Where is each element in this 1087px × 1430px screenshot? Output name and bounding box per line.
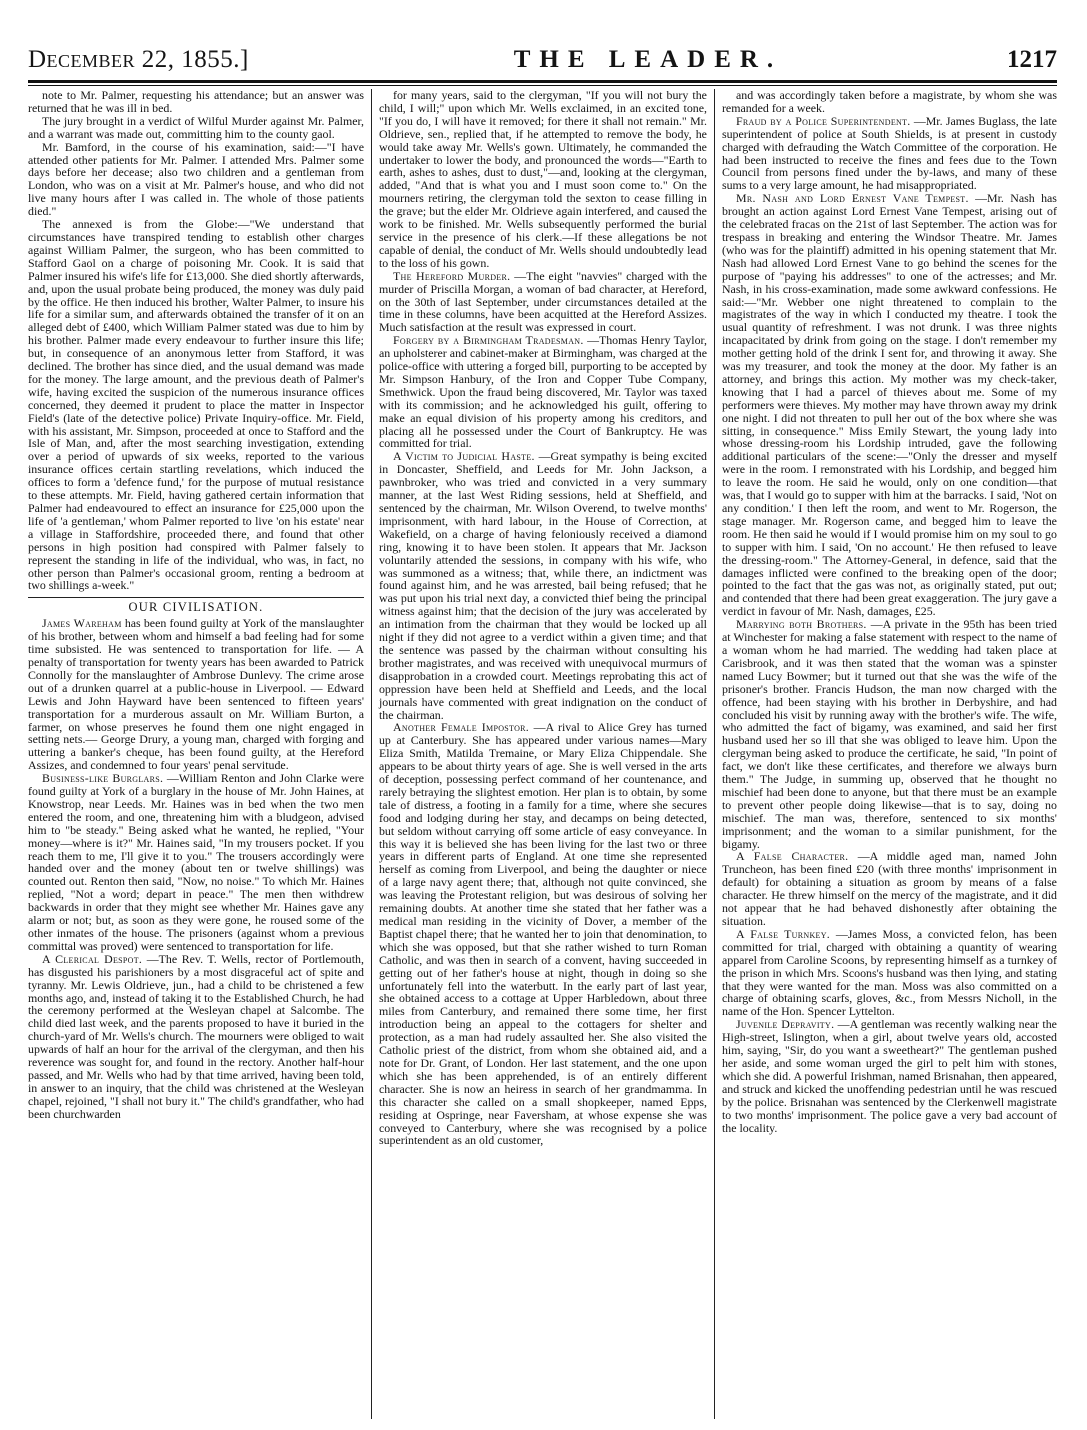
article-paragraph — [722, 89, 1057, 115]
article-paragraph — [379, 334, 707, 450]
publication-title: THE LEADER. — [513, 46, 783, 73]
article-text: —A rival to Alice Grey has turned up at Canterbury. She has appeared under various names—Mary Eliza Smith, Matilda Tremaine, or Mary Eliza Chippendale. She appears to be about thirty years of age. She is well versed in the arts of deception, possessing perfect command of her countenance, and rarely betraying the slightest emotion. Her plan is to obtain, by some tale of distress, a footing in a family for a time, where she secures food and lodging during her stay, and decamps on being detected, but seldom without carrying off some article of easy conveyance. In this way it is believed she has been living for the last two or three years in different parts of England. At one time she represented herself as coming from Liverpool, and being the daughter or niece of a large navy agent there; that, although not quite convinced, she was leaving the Protestant religion, but was desirous of solving her remaining doubts. At another time she stated that her father was a medical man residing in the vicinity of Dover, a member of the Baptist chapel there; that he wanted her to join that denomination, to which she was opposed, but that she rather wished to turn Roman Catholic, and was then in search of a convent, having succeeded in getting out of her father's house at night, though in doing so she unfortunately fell into the waterbutt. In the early part of last year, she obtained access to a cottage at Upper Harbledown, about three miles from Canterbury, and remained there some time, her first introduction being an appeal to the cottagers for shelter and protection, as a man had rudely assaulted her. She also visited the Catholic priest of the district, from whom she obtained aid, and a note for Dr. Grant, of London. Her last statement, and the one upon which she has been apprehended, is of an entirely different character. She is now an heiress in search of her grandmamma. In this character she called on a small shopkeeper, named Epps, residing at Ospringe, near Faversham, at whose expense she was conveyed to Canterbury, where she was recognised by a police superintendent as an old customer, — [378, 720, 707, 1148]
article-paragraph — [722, 192, 1057, 618]
article-paragraph — [28, 617, 364, 772]
article-paragraph — [379, 89, 707, 270]
article-paragraph — [379, 270, 707, 335]
article-paragraph — [28, 953, 364, 1121]
article-paragraph — [28, 772, 364, 953]
article-paragraph — [722, 618, 1057, 850]
article-text: has been found guilty at York of the manslaughter of his brother, between whom and himself a bad feeling had for some time subsisted. He was sentenced to transportation for life. — A penalty of transportation for twenty years has been awarded to Patrick Connolly for the manslaughter of Ambrose Dunlevy. The crime arose out of a drunken quarrel at a public-house in Liverpool. — Edward Lewis and John Hayward have been sentenced to fifteen years' transportation for a murderous assault on Mr. William Burton, a farmer, on whose preserves he found them one night engaged in setting nets.— George Drury, a young man, charged with forging and uttering a banker's cheque, has been found guilty, at the Hereford Assizes, and condemned to four years' penal servitude. — [28, 616, 364, 773]
article-paragraph — [722, 850, 1057, 927]
article-lead: Business-like Burglars. — [42, 771, 164, 786]
article-text: —A gentleman was recently walking near the High-street, Islington, when a girl, about twelve years old, accosted him, saying, "Sir, do you want a sweetheart?" The gentleman pushed her aside, and some woman urged the girl to pelt him with stones, which she did. A powerful Irishman, named Brisnahan, then appeared, and struck and kicked the unoffending pedestrian until he was rescued by the police. Brisnahan was sentenced by the Clerkenwell magistrate to two months' imprisonment. The police gave a very bad account of the locality. — [721, 1017, 1057, 1135]
article-paragraph — [722, 115, 1057, 192]
masthead — [28, 28, 1057, 72]
article-text: —A middle aged man, named John Truncheon, has been fined £20 (with three months' imprisonment in default) for obtaining a situation as groom by means of a false character. He threw himself on the mercy of the magistrate, and it did not appear that he had behaved dishonestly after obtaining the situation. — [721, 849, 1057, 928]
article-lead: Forgery by a Birmingham Tradesman. — [392, 333, 584, 348]
article-lead: Fraud by a Police Superintendent. — [735, 113, 911, 128]
article-lead: A False Turnkey. — [735, 926, 831, 941]
article-paragraph — [379, 450, 707, 721]
article-text: note to Mr. Palmer, requesting his attendance; but an answer was returned that he was ill in bed. — [28, 89, 364, 115]
article-lead: The Hereford Murder. — [392, 268, 511, 283]
article-lead: Another Female Impostor. — [392, 720, 530, 735]
article-text: for many years, said to the clergyman, "If you will not bury the child, I will;" upon which Mr. Wells exclaimed, in an excited tone, "If you do, I will have it removed; for there it shall not remain." Mr. Oldrieve, sen., replied that, if he attempted to remove the body, he would take away Mr. Wells's gown. Ultimately, he commanded the undertaker to lower the body, and pronounced the words—"Earth to earth, ashes to ashes, dust to dust,"—and, looking at the clergyman, added, "And that is what you and I must soon come to." On the mourners retiring, the clergyman told the sexton to cease filling in the grave; but the elder Mr. Oldrieve again interfered, and caused the work to be finished. Mr. Wells subsequently performed the burial service in the presence of his clerk.—If these allegations be not capable of denial, the conduct of Mr. Wells should undoubtedly lead to the loss of his gown. — [378, 89, 707, 270]
article-lead: A Victim to Judicial Haste. — [392, 449, 535, 464]
article-text: —James Moss, a convicted felon, has been committed for trial, charged with obtaining a quantity of wearing apparel from Caroline Scoons, by representing himself as a turnkey of the prison in which Mrs. Scoons's husband was then lying, and stating that they were wanted for the man. Moss was also committed on a charge of obtaining scarfs, gloves, &c., from Messrs Nicholl, in the name of the Hon. Spencer Lyttelton. — [721, 926, 1057, 1019]
issue-date: December 22, 1855.] — [28, 46, 249, 73]
masthead-rule — [28, 80, 1057, 83]
article-columns — [28, 89, 1057, 1419]
article-text: The jury brought in a verdict of Wilful Murder against Mr. Palmer, and a warrant was made out, committing him to the county gaol. — [28, 113, 364, 141]
article-text: Mr. Bamford, in the course of his examination, said:—"I have attended other patients for Mr. Palmer. I attended Mrs. Palmer some days before her decease; also two children and a gentleman from London, who was on a visit at Mr. Palmer's house, and who did not live many hours after I was called in. The whole of those patients died." — [28, 139, 364, 219]
article-text: —Mr. Nash has brought an action against Lord Ernest Vane Tempest, arising out of the celebrated fracas on the 21st of last September. The action was for trespass in breaking and entering the Windsor Theatre. Mr. James (who was for the plaintiff) admitted in his opening statement that Mr. Nash had allowed Lord Ernest Vane to go behind the scenes for the purpose of "paying his addresses" to one of the actresses; and Mr. Nash, in his cross-examination, made some awkward confessions. He said:—"Mr. Webber one night threatened to complain to the magistrates of the way in which I conducted my theatre. I took the usual quantity of refreshment. I was not drunk. I was three nights incapacitated by drink from going on the stage. I don't remember my mother getting hold of the drink I sent for, and throwing it away. She was my treasurer, and took the money at the door. My father is an attorney, and brings this action. My mother was my check-taker, knowing that I had a parcel of thieves about me. Some of my performers were thieves. My mother may have thrown away my drink one night. I did not threaten to pull her out of the box where she was sitting, in consequence." Miss Emily Stewart, the young lady into whose dressing-room his Lordship intruded, gave the following additional particulars of the scene:—"Only the dresser and myself were in the room. I remonstrated with his Lordship, and begged him to leave the room. He said he would, only on one condition—that was, that I would go to supper with him at the barracks. I said, 'Not on any condition.' I then left the room, and went to Mr. Rogerson, the stage manager. Mr. Rogerson came, and begged him to leave the room. He then said he would if I would promise him on my soul to go to supper with him. I said, 'On no account.' He then refused to leave the dressing-room." The Attorney-General, in defence, said that the damages inflicted were confined to the breaking open of the door; pointed to the fact that the gas was not, as originally stated, put out; and contended that there had been great exaggeration. The jury gave a verdict in favour of Mr. Nash, damages, £25. — [721, 191, 1057, 619]
article-text: The annexed is from the Globe:—"We understand that circumstances have transpired tending to establish other charges against William Palmer, the surgeon, who has been committed to Stafford Gaol on a charge of poisoning Mr. Cook. It is said that Palmer insured his wife's life for £13,000. She died shortly afterwards, and, upon the usual probate being produced, the money was duly paid by the office. He then induced his brother, Walter Palmer, to insure his life for a similar sum, and afterwards obtained the transfer of it on an alleged debt of £400, which William Palmer stated was due to him by his brother. Palmer made every endeavour to further insure this life; but, in consequence of an anonymous letter from Stafford, it was declined. The brother has since died, and the usual demand was made for the money. The large amount, and the previous death of Palmer's wife, having excited the suspicion of the numerous insurance offices concerned, they deemed it prudent to place the matter in Inspector Field's (late of the detective police) Private Inquiry-office. Mr. Field, with his assistant, Mr. Simpson, proceeded at once to Stafford and the Isle of Man, and, after the most searching investigation, extending over a period of upwards of six weeks, reported to the various insurance offices certain startling revelations, which induced the offices to form a 'defence fund,' for the purpose of mutual resistance to these attempts. Mr. Field, having gathered certain information that Palmer had endeavoured to effect an insurance for £25,000 upon the life of 'a gentleman,' whom Palmer reported to live 'on his estate' near a village in Staffordshire, proceeded there, and found that other persons in high position had conspired with Palmer falsely to represent the standing in life of the individual, who was, in fact, no other person than Palmer's occasional groom, renting a bedroom at two shillings a-week." — [28, 217, 364, 593]
article-lead: Juvenile Depravity. — [735, 1017, 835, 1032]
article-text: —The Rev. T. Wells, rector of Portlemouth, has disgusted his parishioners by a most disgraceful act of spite and tyranny. Mr. Lewis Oldrieve, jun., had a child to be christened a few months ago, and, instead of taking it to the Established Church, he had the ceremony performed at the Wesleyan chapel at Salcombe. The child died last week, and the parents proposed to have it buried in the church-yard of Mr. Wells's church. The mourners were obliged to wait upwards of half an hour for the arrival of the clergyman, and then his reverence was sought for, and found in the rectory. Another half-hour passed, and Mr. Wells who had by that time arrived, having been told, in answer to an inquiry, that the child was christened at the Wesleyan chapel, rejoined, "I shall not bury it." The child's grandfather, who had been churchwarden — [28, 951, 364, 1121]
article-lead: James Wareham — [42, 616, 122, 631]
article-paragraph — [28, 141, 364, 218]
article-paragraph — [379, 721, 707, 1147]
article-lead: Marrying both Brothers. — [735, 617, 867, 632]
article-paragraph — [28, 218, 364, 592]
column-left — [28, 89, 371, 1419]
article-lead: Mr. Nash and Lord Ernest Vane Tempest. — [735, 191, 969, 206]
article-lead: A Clerical Despot. — [42, 951, 143, 966]
column-right — [714, 89, 1057, 1419]
page-number: 1217 — [1007, 46, 1057, 73]
article-text: —The eight "navvies" charged with the murder of Priscilla Morgan, a woman of bad character, at Hereford, on the 30th of last September, under circumstances detailed at the time in these columns, have been acquitted at the Hereford Assizes. Much satisfaction at the result was expressed in court. — [378, 268, 707, 335]
article-paragraph — [722, 928, 1057, 1018]
article-text: —Thomas Henry Taylor, an upholsterer and cabinet-maker at Birmingham, was charged at the police-office with uttering a forged bill, purporting to be accepted by Mr. Simpson Hanbury, of the Iron and Copper Tube Company, Smethwick. Upon the fraud being discovered, Mr. Taylor was taxed with its commission; and he acknowledged his guilt, offering to make an equal division of his property among his creditors, and placing all he possessed under the Court of Bankruptcy. He was committed for trial. — [378, 333, 707, 451]
column-middle — [371, 89, 714, 1419]
article-text: —Mr. James Buglass, the late superintendent of police at South Shields, is at present in custody charged with defrauding the Watch Committee of the corporation. He had been instructed to receive the fines and fees due to the Town Council from persons fined under the by-laws, and many of these sums to a very large amount, he had misappropriated. — [721, 113, 1057, 193]
article-text: —A private in the 95th has been tried at Winchester for making a false statement with respect to the name of a woman whom he had married. The wedding had taken place at Carisbrook, and it was then stated that the woman was a spinster named Lucy Bowmer; but it turned out that she was the wife of the prisoner's brother. Francis Hudson, the man now charged with the offence, had been staying with his brother in Derbyshire, and had concluded his visit by running away with the brother's wife. The wife, who admitted the fact of bigamy, was examined, and said her first husband used her so ill that she was obliged to leave him. Upon the clergyman being asked to produce the certificate, he said, "In point of fact, we don't like these certificates, and therefore we always burn them." The Judge, in summing up, observed that he thought no mischief had been done to anyone, but that there must be an example to prevent other people doing likewise—that is to say, doing no mischief. The man was, therefore, sentenced to six months' imprisonment; and the woman to a similar punishment, for the bigamy. — [721, 617, 1057, 851]
section-heading: OUR CIVILISATION. — [28, 597, 364, 614]
article-lead: A False Character. — [735, 849, 849, 864]
article-paragraph — [722, 1018, 1057, 1134]
article-text: —Great sympathy is being excited in Doncaster, Sheffield, and Leeds for Mr. John Jackson, a pawnbroker, who was tried and convicted in a very summary manner, at the last West Riding sessions, held at Sheffield, and sentenced by the chairman, Mr. Wilson Overend, to twelve months' imprisonment, with hard labour, in the House of Correction, at Wakefield, on a charge of having feloniously received a diamond ring, knowing it to have been stolen. It appears that Mr. Jackson voluntarily attended the sessions, in company with his wife, who was summoned as a witness; that, while there, an indictment was found against him, and he was arrested, bail being refused; that he was put upon his trial next day, a convicted thief being the principal witness against him; that the decision of the jury was accelerated by an intimation from the chairman that they would be locked up all night if they did not agree to a verdict within a given time; and that the sentence was passed by the chairman without consulting his brother magistrates, and was received with unequivocal murmurs of disapprobation in a crowded court. Meetings reprobating this act of oppression have been held at Sheffield and Leeds, and the local journals have commented with great indignation on the conduct of the chairman. — [378, 449, 707, 722]
article-text: —William Renton and John Clarke were found guilty at York of a burglary in the house of Mr. John Haines, at Knowstrop, near Leeds. Mr. Haines was in bed when the two men entered the room, and one, threatening him with a bludgeon, advised him to "be steady." Being asked what he wanted, he replied, "Your money—where is it?" Mr. Haines said, "In my trousers pocket. If you reach them to me, I'll give it to you." The trousers accordingly were handed over and the money (about ten or twelve shillings) was counted out. Renton then said, "Now, no noise." To which Mr. Haines replied, "Not a word; depart in peace." The men then withdrew backwards in order that they might see whether Mr. Haines gave any alarm or not; but, as soon as they were gone, he roused some of the other inmates of the house. The prisoners (against whom a previous committal was proved) were sentenced to transportation for life. — [28, 771, 364, 953]
article-paragraph — [28, 89, 364, 115]
article-paragraph — [28, 115, 364, 141]
article-text: and was accordingly taken before a magistrate, by whom she was remanded for a week. — [721, 89, 1057, 115]
masthead-rule-thin — [28, 85, 1057, 86]
